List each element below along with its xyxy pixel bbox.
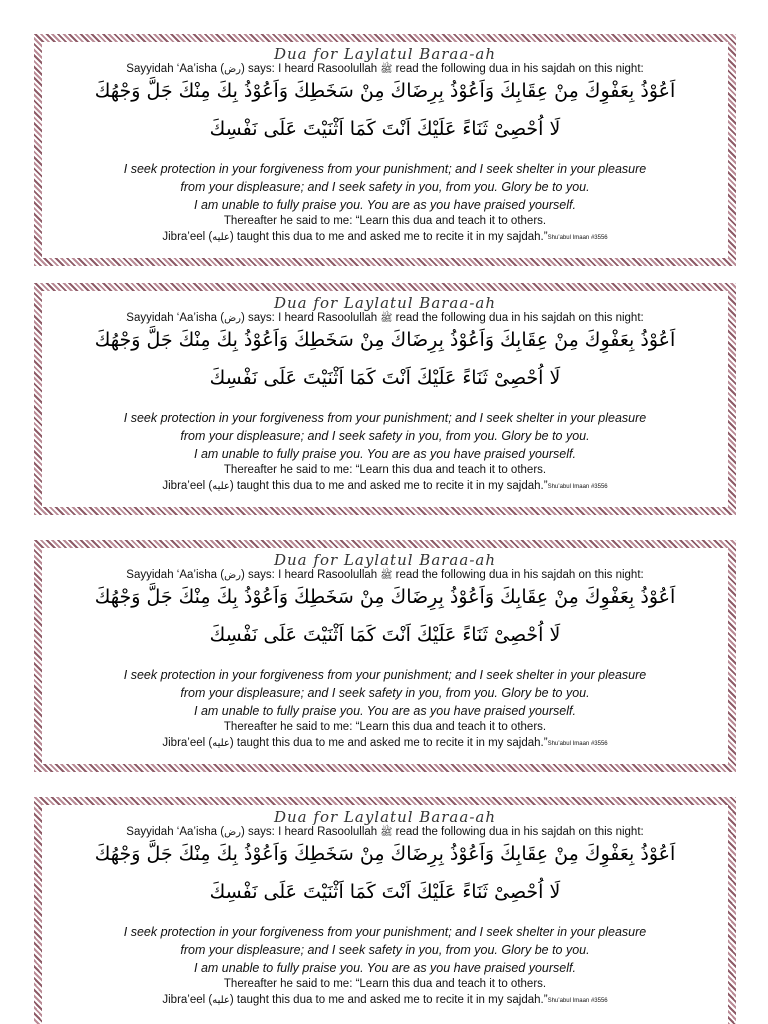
- salawat-glyph-icon: ﷺ: [380, 827, 393, 838]
- intro-line: [42, 63, 728, 77]
- english-line-3: I am unable to fully praise you. You are as you have praised yourself.: [194, 704, 576, 718]
- intro-text-b: ) says: I heard Rasoolullah: [241, 63, 381, 75]
- english-line-3: I am unable to fully praise you. You are as you have praised yourself.: [194, 961, 576, 975]
- narration-line-1: Thereafter he said to me: “Learn this dua and teach it to others.: [223, 978, 547, 990]
- narration-text-a: Jibra’eel (: [162, 737, 213, 749]
- arabic-line-2: لَا اُحْصِىْ ثَنَاءً عَلَيْكَ اَنْتَ كَمَا اَثْنَيْتَ عَلَى نَفْسِكَ: [209, 367, 561, 389]
- radhiyallahu-glyph-icon: رض: [224, 64, 242, 75]
- intro-text-c: read the following dua in his sajdah on this night:: [392, 826, 644, 838]
- narration-line-2: [42, 994, 728, 1006]
- reference-label: Shu’abul Imaan #3556: [547, 741, 608, 747]
- intro-text-b: ) says: I heard Rasoolullah: [241, 826, 381, 838]
- dua-card-content: [42, 291, 728, 507]
- alayhis-salaam-glyph-icon: عليه: [212, 995, 230, 1006]
- intro-line: [42, 826, 728, 840]
- intro-text-a: Sayyidah ‘Aa’isha (: [126, 826, 225, 838]
- english-line-2: from your displeasure; and I seek safety in you, from you. Glory be to you.: [180, 429, 590, 443]
- arabic-line-2: لَا اُحْصِىْ ثَنَاءً عَلَيْكَ اَنْتَ كَمَا اَثْنَيْتَ عَلَى نَفْسِكَ: [209, 624, 561, 646]
- intro-text-a: Sayyidah ‘Aa’isha (: [126, 63, 225, 75]
- arabic-line-1: اَعُوْذُ بِعَفْوِكَ مِنْ عِقَابِكَ وَاَعُوْذُ بِرِضَاكَ مِنْ سَخَطِكَ وَاَعُوْذُ بِكَ مِنْكَ جَلَّ وَجْهُكَ: [94, 329, 676, 351]
- radhiyallahu-glyph-icon: رض: [224, 313, 242, 324]
- reference-label: Shu’abul Imaan #3556: [547, 484, 608, 490]
- alayhis-salaam-glyph-icon: عليه: [212, 232, 230, 243]
- dua-card-content: [42, 42, 728, 258]
- intro-line: [42, 312, 728, 326]
- arabic-line-1: اَعُوْذُ بِعَفْوِكَ مِنْ عِقَابِكَ وَاَعُوْذُ بِرِضَاكَ مِنْ سَخَطِكَ وَاَعُوْذُ بِكَ مِنْكَ جَلَّ وَجْهُكَ: [94, 843, 676, 865]
- arabic-line-1: اَعُوْذُ بِعَفْوِكَ مِنْ عِقَابِكَ وَاَعُوْذُ بِرِضَاكَ مِنْ سَخَطِكَ وَاَعُوْذُ بِكَ مِنْكَ جَلَّ وَجْهُكَ: [94, 80, 676, 102]
- narration-line-1: Thereafter he said to me: “Learn this dua and teach it to others.: [223, 721, 547, 733]
- intro-text-c: read the following dua in his sajdah on this night:: [392, 63, 644, 75]
- salawat-glyph-icon: ﷺ: [380, 570, 393, 581]
- radhiyallahu-glyph-icon: رض: [224, 570, 242, 581]
- narration-text-a: Jibra’eel (: [162, 480, 213, 492]
- narration-text-b: ) taught this dua to me and asked me to recite it in my sajdah.”: [229, 994, 548, 1006]
- narration-line-2: [42, 737, 728, 749]
- card-title: Dua for Laylatul Baraa-ah: [274, 45, 496, 63]
- narration-text-b: ) taught this dua to me and asked me to recite it in my sajdah.”: [229, 231, 548, 243]
- english-line-3: I am unable to fully praise you. You are as you have praised yourself.: [194, 198, 576, 212]
- salawat-glyph-icon: ﷺ: [380, 313, 393, 324]
- dua-card-3: [34, 540, 736, 772]
- intro-text-c: read the following dua in his sajdah on this night:: [392, 312, 644, 324]
- narration-text-a: Jibra’eel (: [162, 231, 213, 243]
- card-title: Dua for Laylatul Baraa-ah: [274, 808, 496, 826]
- radhiyallahu-glyph-icon: رض: [224, 827, 242, 838]
- reference-label: Shu’abul Imaan #3556: [547, 998, 608, 1004]
- card-title: Dua for Laylatul Baraa-ah: [274, 294, 496, 312]
- narration-line-2: [42, 231, 728, 243]
- intro-text-c: read the following dua in his sajdah on this night:: [392, 569, 644, 581]
- narration-line-1: Thereafter he said to me: “Learn this dua and teach it to others.: [223, 215, 547, 227]
- alayhis-salaam-glyph-icon: عليه: [212, 738, 230, 749]
- arabic-line-2: لَا اُحْصِىْ ثَنَاءً عَلَيْكَ اَنْتَ كَمَا اَثْنَيْتَ عَلَى نَفْسِكَ: [209, 118, 561, 140]
- intro-text-a: Sayyidah ‘Aa’isha (: [126, 312, 225, 324]
- dua-card-1: [34, 34, 736, 266]
- arabic-line-2: لَا اُحْصِىْ ثَنَاءً عَلَيْكَ اَنْتَ كَمَا اَثْنَيْتَ عَلَى نَفْسِكَ: [209, 881, 561, 903]
- dua-card-content: [42, 548, 728, 764]
- dua-card-4: [34, 797, 736, 1024]
- english-line-1: I seek protection in your forgiveness from your punishment; and I seek shelter in your pleasure: [123, 925, 647, 939]
- narration-text-b: ) taught this dua to me and asked me to recite it in my sajdah.”: [229, 737, 548, 749]
- dua-card-2: [34, 283, 736, 515]
- english-line-2: from your displeasure; and I seek safety in you, from you. Glory be to you.: [180, 686, 590, 700]
- narration-line-2: [42, 480, 728, 492]
- english-line-2: from your displeasure; and I seek safety in you, from you. Glory be to you.: [180, 180, 590, 194]
- intro-text-b: ) says: I heard Rasoolullah: [241, 312, 381, 324]
- english-line-1: I seek protection in your forgiveness from your punishment; and I seek shelter in your pleasure: [123, 411, 647, 425]
- dua-card-content: [42, 805, 728, 1024]
- arabic-line-1: اَعُوْذُ بِعَفْوِكَ مِنْ عِقَابِكَ وَاَعُوْذُ بِرِضَاكَ مِنْ سَخَطِكَ وَاَعُوْذُ بِكَ مِنْكَ جَلَّ وَجْهُكَ: [94, 586, 676, 608]
- english-line-1: I seek protection in your forgiveness from your punishment; and I seek shelter in your pleasure: [123, 668, 647, 682]
- english-line-2: from your displeasure; and I seek safety in you, from you. Glory be to you.: [180, 943, 590, 957]
- intro-text-a: Sayyidah ‘Aa’isha (: [126, 569, 225, 581]
- alayhis-salaam-glyph-icon: عليه: [212, 481, 230, 492]
- intro-text-b: ) says: I heard Rasoolullah: [241, 569, 381, 581]
- english-line-3: I am unable to fully praise you. You are as you have praised yourself.: [194, 447, 576, 461]
- reference-label: Shu’abul Imaan #3556: [547, 235, 608, 241]
- narration-text-b: ) taught this dua to me and asked me to recite it in my sajdah.”: [229, 480, 548, 492]
- english-line-1: I seek protection in your forgiveness from your punishment; and I seek shelter in your pleasure: [123, 162, 647, 176]
- salawat-glyph-icon: ﷺ: [380, 64, 393, 75]
- card-title: Dua for Laylatul Baraa-ah: [274, 551, 496, 569]
- narration-line-1: Thereafter he said to me: “Learn this dua and teach it to others.: [223, 464, 547, 476]
- narration-text-a: Jibra’eel (: [162, 994, 213, 1006]
- intro-line: [42, 569, 728, 583]
